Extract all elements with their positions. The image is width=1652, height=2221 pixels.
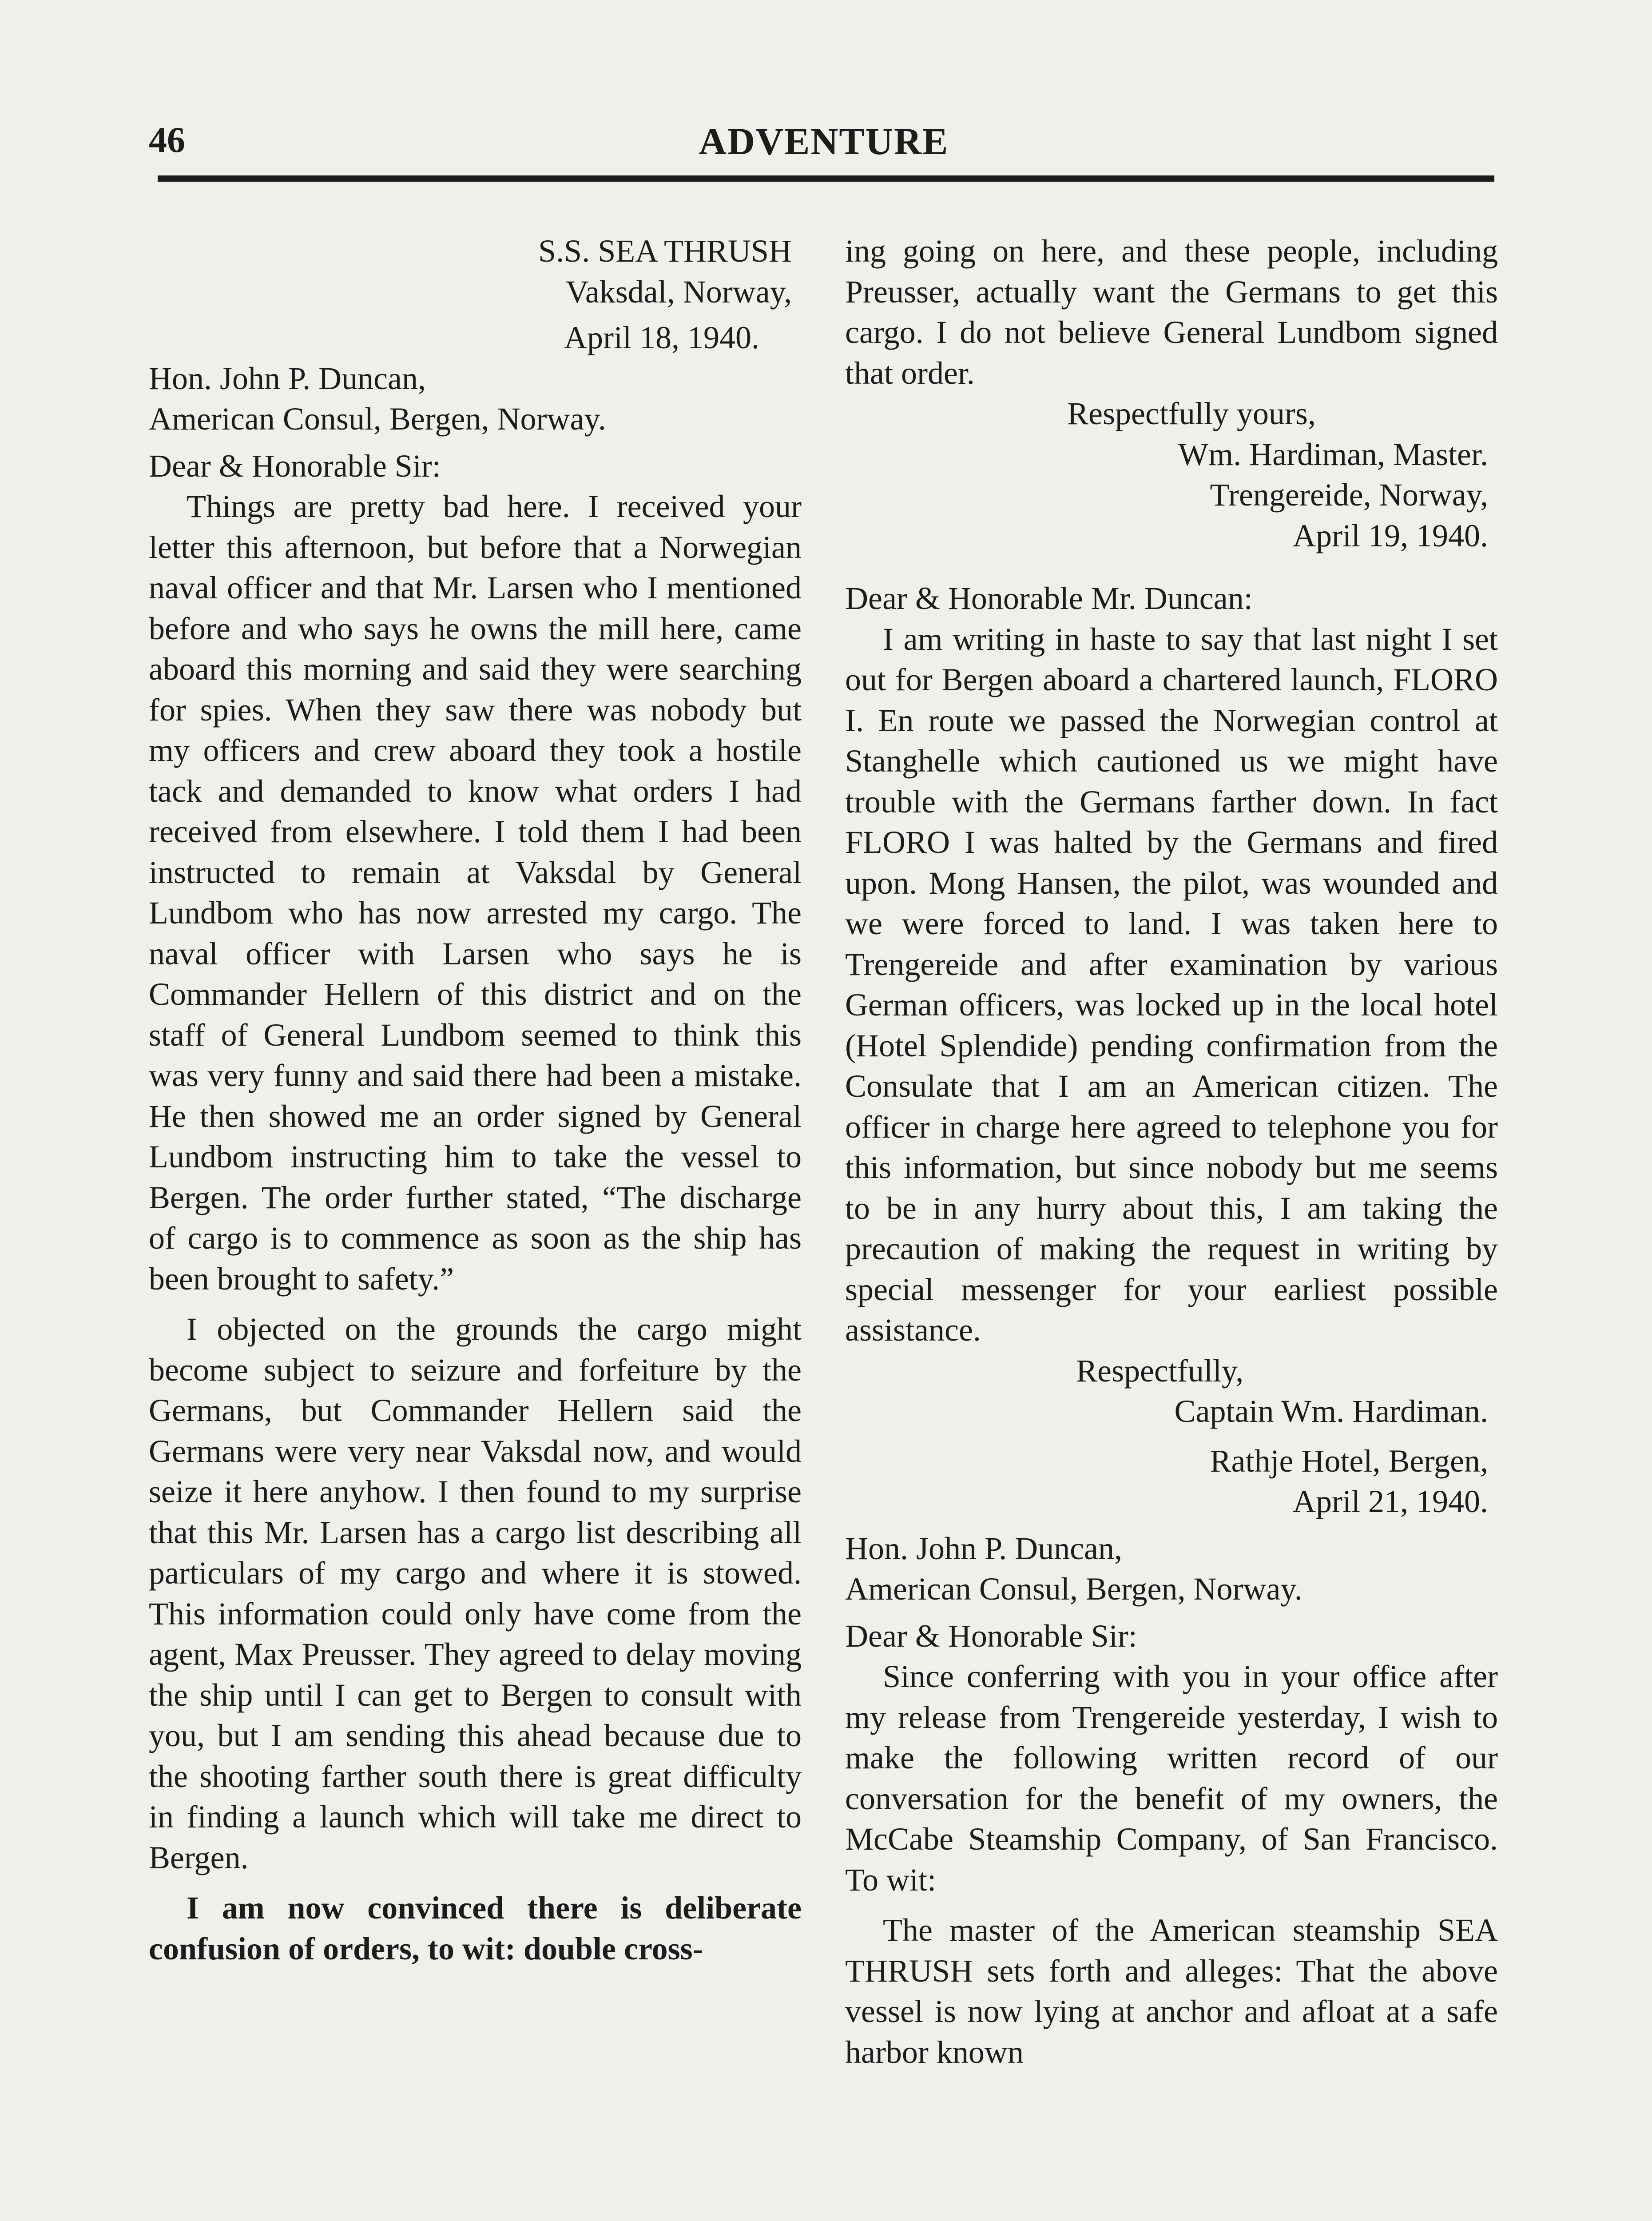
letter3-date: April 21, 1940.	[1293, 1484, 1488, 1519]
letter2-date: April 19, 1940.	[1293, 517, 1488, 553]
page-number: 46	[149, 119, 185, 160]
letter1-closing: Respectfully yours,	[1067, 396, 1316, 431]
letter1-paragraph-1: Things are pretty bad here. I received your letter this afternoon, but before that a Norwegian naval officer and that Mr. Larsen who I mentioned before and who says he owns the mill here, came aboard this morning and said they were searching for spies. When they saw there was nobody but my officers and crew aboard they took a hostile tack and demanded to know what orders I had received from elsewhere. I told them I had been instructed to remain at Vaksdal by General Lundbom who has now arrested my cargo. The naval officer with Larsen who says he is Commander Hellern of this district and on the staff of General Lundbom seemed to think this was very funny and said there had been a mistake. He then showed me an order signed by General Lundbom instructing him to take the vessel to Bergen. The order further stated, “The discharge of cargo is to commence as soon as the ship has been brought to safety.”	[149, 489, 802, 1297]
letter3-addressee-title: American Consul, Bergen, Norway.	[845, 1571, 1303, 1607]
letter1-paragraph-3-continued: ing going on here, and these people, including Preusser, actually want the Germans to get this cargo. I do not believe General Lundbom signed that order.	[845, 233, 1498, 391]
header-rule	[158, 175, 1494, 182]
letter1-ship: S.S. SEA THRUSH	[538, 233, 792, 269]
letter1-date: April 18, 1940.	[564, 320, 759, 355]
letter3-addressee: Hon. John P. Duncan,	[845, 1530, 1122, 1566]
letter3-place: Rathje Hotel, Bergen,	[1210, 1443, 1488, 1479]
letter2-body: I am writing in haste to say that last night I set out for Bergen aboard a chartered launch, FLORO I. En route we passed the Norwegian control at Stanghelle which cautioned us we might have trouble with the Germans farther down. In fact FLORO I was halted by the Germans and fired upon. Mong Hansen, the pilot, was wounded and we were forced to land. I was taken here to Trengereide and after examination by various German officers, was locked up in the local hotel (Hotel Splendide) pending confirmation from the Consulate that I am an American citizen. The officer in charge here agreed to telephone you for this information, but since nobody but me seems to be in any hurry about this, I am taking the precaution of making the request in writing by special messenger for your earliest possible assistance.	[845, 621, 1498, 1348]
magazine-title: ADVENTURE	[699, 120, 949, 163]
letter1-signature: Wm. Hardiman, Master.	[1178, 436, 1488, 472]
letter1-addressee: Hon. John P. Duncan,	[149, 360, 426, 396]
letter2-salutation: Dear & Honorable Mr. Duncan:	[845, 581, 1253, 616]
letter1-paragraph-2: I objected on the grounds the cargo might become subject to seizure and forfeiture by the Germans, but Commander Hellern said the Germans were very near Vaksdal now, and would seize it here anyhow. I then found to my surprise that this Mr. Larsen has a cargo list describing all particulars of my cargo and where it is stowed. This information could only have come from the agent, Max Preusser. They agreed to delay moving the ship until I can get to Bergen to consult with you, but I am sending this ahead because due to the shooting farther south there is great difficulty in finding a launch which will take me direct to Bergen.	[149, 1311, 802, 1875]
letter1-addressee-title: American Consul, Bergen, Norway.	[149, 401, 606, 437]
letter3-salutation: Dear & Honorable Sir:	[845, 1618, 1137, 1654]
letter1-place: Vaksdal, Norway,	[565, 274, 792, 310]
letter2-place: Trengereide, Norway,	[1210, 477, 1488, 513]
letter1-salutation: Dear & Honorable Sir:	[149, 448, 441, 484]
page-header	[149, 119, 1499, 177]
letter3-paragraph-2: The master of the American steamship SEA THRUSH sets forth and alleges: That the above vessel is now lying at anchor and afloat at a safe harbor known	[845, 1912, 1498, 2070]
left-column	[149, 231, 802, 1969]
letter2-signature: Captain Wm. Hardiman.	[1174, 1393, 1488, 1429]
letter1-paragraph-3: I am now convinced there is deliberate confusion of orders, to wit: double cross-	[149, 1890, 802, 1966]
right-column	[845, 231, 1498, 2073]
letter3-paragraph-1: Since conferring with you in your office after my release from Trengereide yesterday, I wish to make the following written record of our conversation for the benefit of my owners, the McCabe Steamship Company, of San Francisco. To wit:	[845, 1659, 1498, 1898]
letter2-closing: Respectfully,	[1076, 1353, 1244, 1389]
